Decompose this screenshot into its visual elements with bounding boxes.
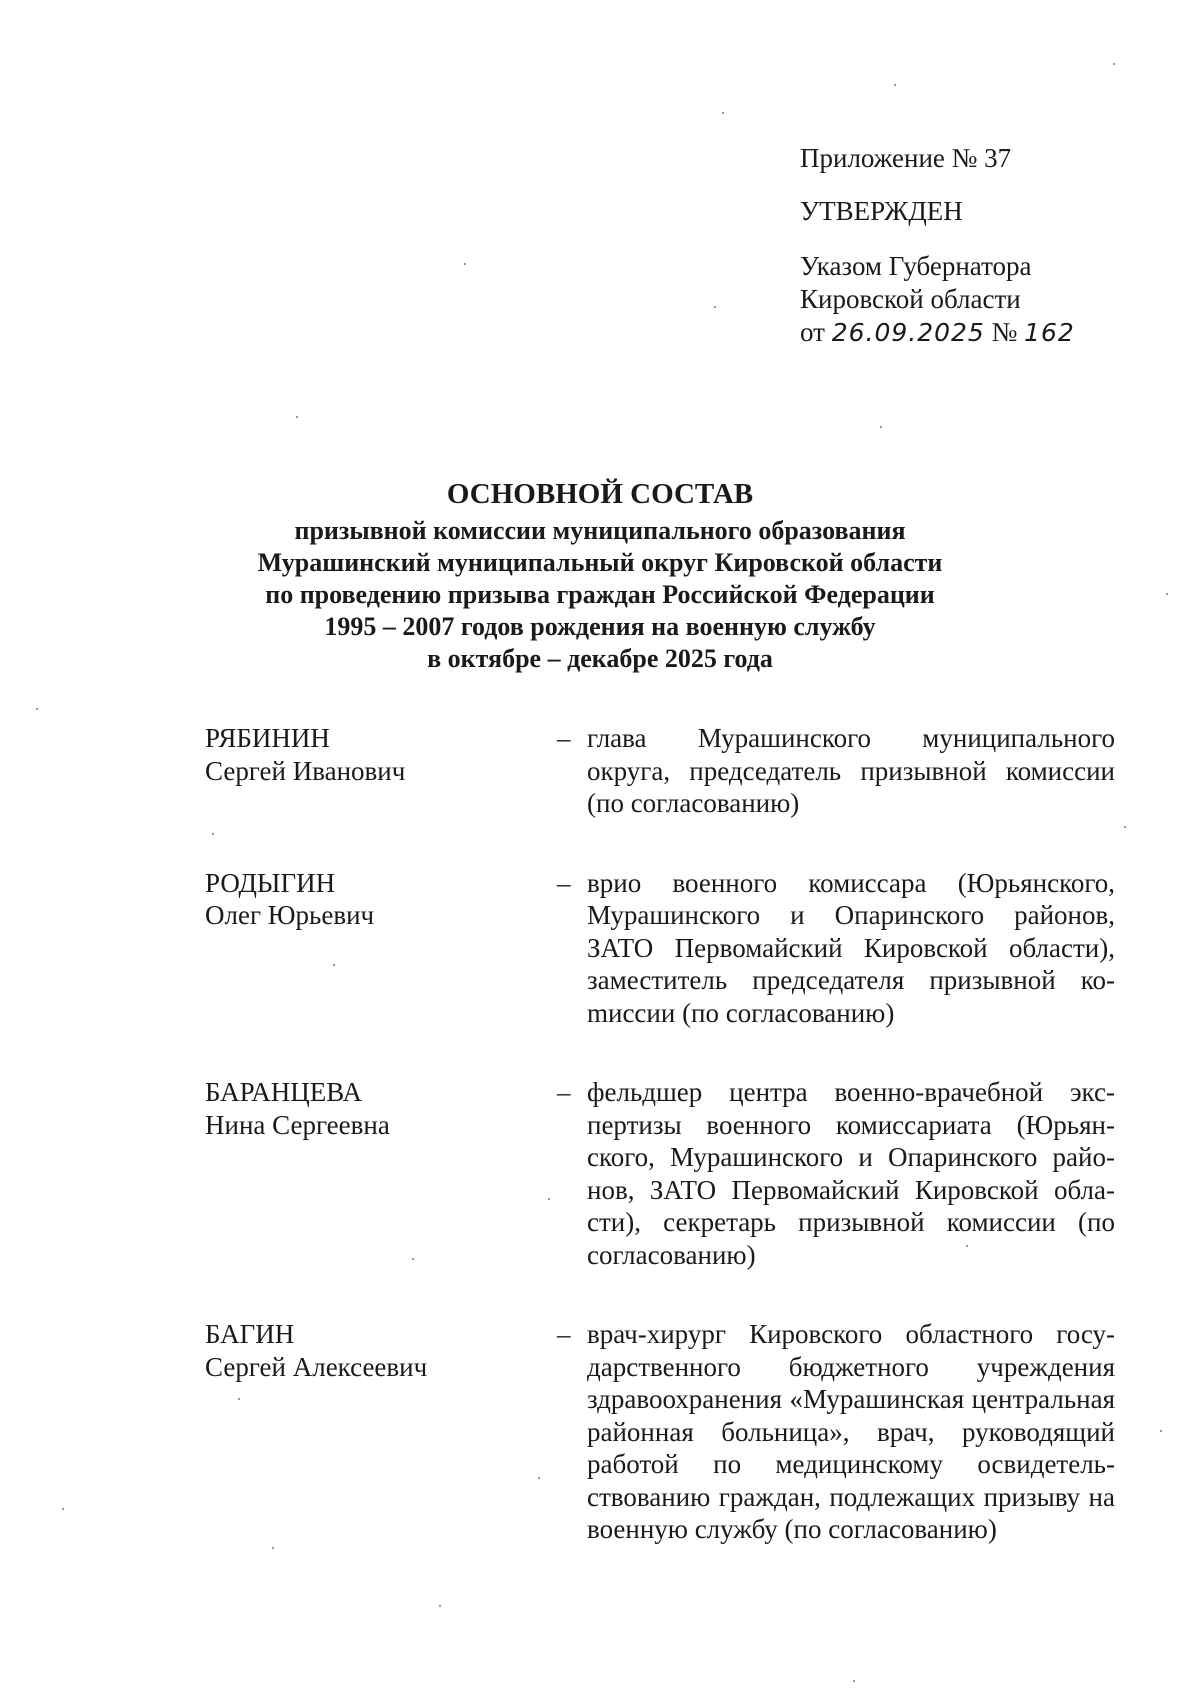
scan-speck [36,708,38,710]
title-main: ОСНОВНОЙ СОСТАВ [446,478,754,510]
scan-speck [464,263,466,265]
approved-label: УТВЕРЖДЕН [800,196,963,226]
member-given-names: Сергей Алексеевич [205,1351,428,1382]
decree-line-1: Указом Губернатора [800,251,1032,281]
handwritten-number: 162 [1024,318,1075,347]
scan-speck [722,112,724,114]
member-dash: – [557,1319,571,1349]
decree-line-2: Кировской области [800,284,1021,314]
scan-speck [538,1477,540,1479]
scan-speck [894,84,896,86]
title-line-2: Мурашинский муниципальный округ Кировской области [257,548,943,577]
scan-speck [212,833,214,835]
title-line-3: по проведению призыва граждан Российской Федерации [265,580,935,609]
member-name [205,1318,557,1546]
number-label: № [991,317,1018,347]
member-dash: – [557,1077,571,1107]
member-dash: – [557,723,571,753]
member-role: глава Мурашинского муниципального округа, председатель призывной комиссии (по согласованию) [587,723,1115,818]
scan-speck [1113,63,1115,65]
scan-speck [238,1398,240,1400]
member-name [205,722,557,820]
title-line-5: в октябре – декабре 2025 года [427,644,773,673]
member-entry [205,722,1115,820]
document-title [150,476,1050,675]
member-surname: БАГИН [205,1319,295,1349]
handwritten-date: 26.09.2025 [831,318,985,347]
scan-speck [272,1547,274,1549]
scan-speck [853,1680,855,1682]
scan-speck [966,1245,968,1247]
member-given-names: Олег Юрьевич [205,900,375,930]
scan-speck [412,1258,414,1260]
approval-stamp-block [800,142,1160,349]
member-given-names: Сергей Иванович [205,755,406,786]
member-entry [205,1318,1115,1546]
commission-members-list [205,722,1115,1546]
member-surname: РОДЫГИН [205,867,336,898]
scan-speck [62,1508,64,1510]
member-given-names: Нина Сергеевна [205,1109,390,1140]
member-name [205,867,557,1030]
appendix-number: Приложение № 37 [800,143,1012,173]
scan-speck [548,1198,550,1200]
scan-speck [439,1605,441,1607]
member-surname: БАРАНЦЕВА [205,1077,363,1107]
scan-speck [714,306,716,308]
member-entry [205,1076,1115,1271]
member-entry [205,867,1115,1030]
scan-speck [296,416,298,418]
member-name [205,1076,557,1271]
title-line-1: призывной комиссии муниципального образования [294,516,906,545]
date-prefix: от [800,317,825,347]
decree-date-line [800,316,1160,349]
scan-speck [333,964,335,966]
scan-speck [880,426,882,428]
member-role: врио военного комиссара (Юрьянского, Мурашинского и Опаринского районов, ЗАТО Первомайский Кировской области), заместитель председателя призывной коmиссии (по согласованию) [587,867,1115,1028]
member-role: врач-хирург Кировского областного государственного бюджетного учреждения здравоохранения «Мурашинская центральная районная больница», врач, руководящий работой по медицинскому освидетельствованию граждан, подлежащих призыву на военную службу (по согласованию) [587,1319,1115,1544]
scan-speck [1160,1430,1162,1432]
member-surname: РЯБИНИН [205,723,330,753]
title-line-4: 1995 – 2007 годов рождения на военную службу [324,612,876,641]
member-dash: – [557,867,571,898]
scan-speck [1124,826,1126,828]
member-role: фельдшер центра военно-врачебной экспертизы военного комиссариата (Юрьянского, Мурашинского и Опаринского районов, ЗАТО Первомайский Кировской области), секретарь призывной комиссии (по согласованию) [587,1077,1115,1270]
scan-speck [1166,593,1168,595]
